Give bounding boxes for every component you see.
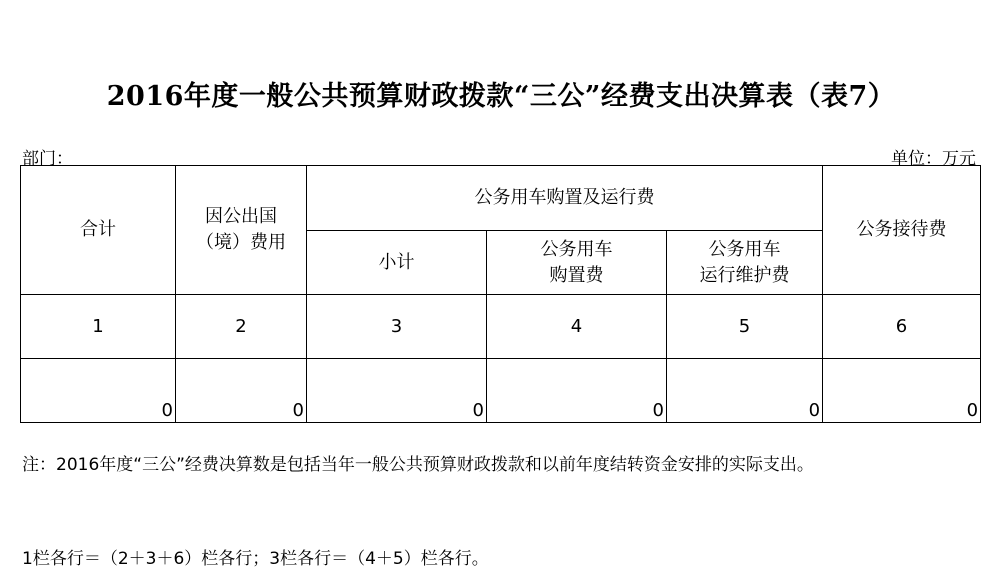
- column-number-cell: 4: [487, 295, 667, 359]
- header-abroad-line2: （境）费用: [196, 232, 286, 253]
- column-number-cell: 5: [667, 295, 823, 359]
- header-vehicle-group: [307, 166, 823, 231]
- header-vehicle-maintenance: [667, 231, 823, 295]
- header-vehicle-purchase: [487, 231, 667, 295]
- header-reception: [823, 166, 981, 295]
- value-cell: 0: [823, 359, 981, 423]
- column-number-cell: 3: [307, 295, 487, 359]
- column-number-cell: 1: [21, 295, 176, 359]
- header-abroad: [176, 166, 307, 295]
- value-cell: 0: [667, 359, 823, 423]
- unit-label: 单位：万元: [891, 149, 976, 169]
- header-abroad-line1: 因公出国: [205, 206, 277, 227]
- column-number-cell: 2: [176, 295, 307, 359]
- header-maintenance-line2: 运行维护费: [699, 264, 790, 286]
- header-row-1: [21, 166, 981, 231]
- header-subtotal-label: 小计: [378, 251, 415, 273]
- header-purchase-line1: 公务用车: [540, 238, 613, 260]
- value-cell: 0: [307, 359, 487, 423]
- header-purchase-line2: 购置费: [549, 264, 604, 286]
- header-total: [21, 166, 176, 295]
- value-cell: 0: [21, 359, 176, 423]
- column-number-row: [21, 295, 981, 359]
- header-reception-label: 公务接待费: [856, 219, 947, 240]
- header-subtotal: [307, 231, 487, 295]
- value-cell: 0: [176, 359, 307, 423]
- value-row: [21, 359, 981, 423]
- value-cell: 0: [487, 359, 667, 423]
- department-label: 部门：: [22, 149, 73, 169]
- header-vehicle-group-label: 公务用车购置及运行费: [474, 187, 655, 208]
- header-maintenance-line1: 公务用车: [708, 238, 781, 260]
- header-total-label: 合计: [80, 219, 116, 240]
- column-number-cell: 6: [823, 295, 981, 359]
- formula-note: 1栏各行＝（2＋3＋6）栏各行；3栏各行＝（4＋5）栏各行。: [22, 549, 489, 569]
- expense-table: [20, 165, 981, 423]
- page-title: 2016年度一般公共预算财政拨款“三公”经费支出决算表（表7）: [106, 81, 896, 112]
- footnote: 注：2016年度“三公”经费决算数是包括当年一般公共预算财政拨款和以前年度结转资金安排的实际支出。: [22, 455, 814, 475]
